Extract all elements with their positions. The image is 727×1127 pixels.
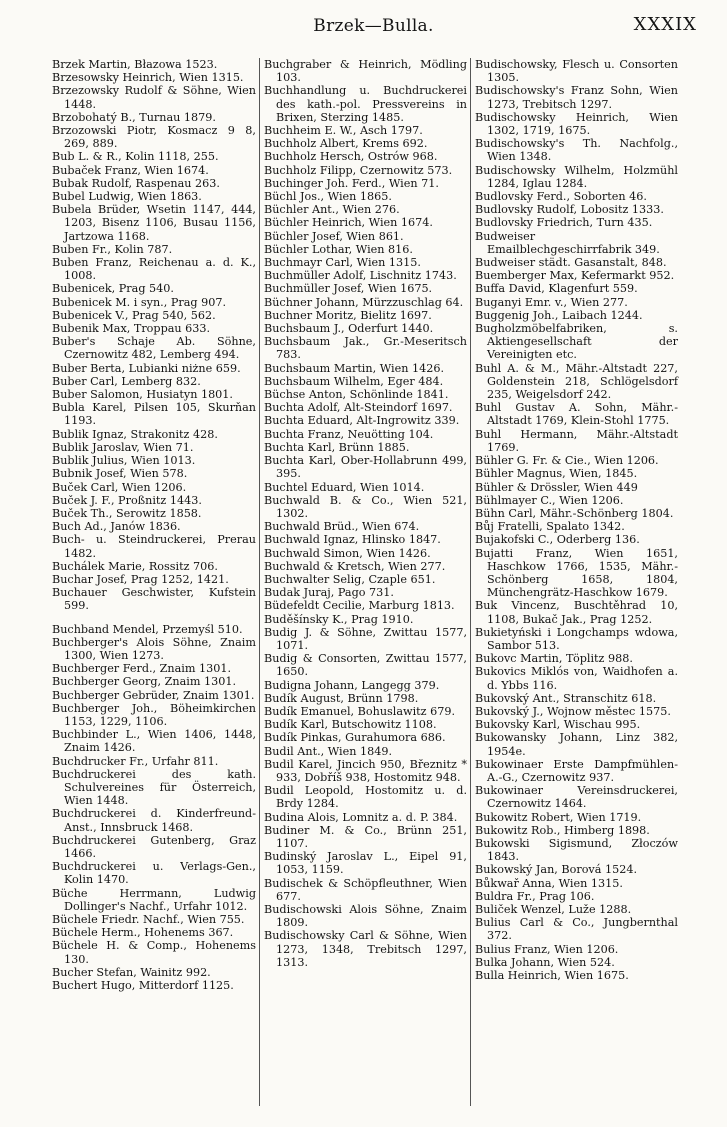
directory-entry: Büdefeldt Cecilie, Marburg 1813.: [264, 599, 455, 613]
directory-entry: Budlovsky Friedrich, Turn 435.: [475, 216, 653, 230]
directory-entry: Buldra Fr., Prag 106.: [475, 889, 595, 903]
directory-entry: Buchálek Marie, Rossitz 706.: [52, 559, 218, 573]
directory-entry: Buemberger Max, Kefermarkt 952.: [475, 269, 675, 283]
directory-entry: Buchdruckerei u. Verlags-Gen., Kolin 1470.: [52, 860, 256, 887]
directory-entry: Bukietyński i Longchamps wdowa, Sambor 513.: [475, 625, 678, 652]
directory-entry: Budiner M. & Co., Brünn 251, 1107.: [264, 823, 467, 850]
column-left: [48, 58, 259, 1106]
directory-entry: Buben Fr., Kolin 787.: [52, 242, 173, 256]
directory-entry: Budweiser Emailblechgeschirrfabrik 349.: [475, 229, 660, 256]
directory-entry: Buber Carl, Lemberg 832.: [52, 374, 201, 388]
directory-entry: Bubak Rudolf, Raspenau 263.: [52, 176, 220, 190]
page-title: Brzek—Bulla.: [313, 16, 434, 36]
directory-entry: Budil Karel, Jincich 950, Březnitz * 933, Dobříš 938, Hostomitz 948.: [264, 757, 467, 784]
directory-entry: Büchele H. & Comp., Hohenems 130.: [52, 939, 256, 966]
directory-entry: Budischek & Schöpfleuthner, Wien 677.: [264, 876, 467, 903]
directory-entry: Brzobohatý B., Turnau 1879.: [52, 110, 216, 124]
directory-entry: Bühler & Drössler, Wien 449: [475, 480, 638, 494]
directory-entry: Buchwalter Selig, Czaple 651.: [264, 572, 436, 586]
directory-entry: Buchwald Brüd., Wien 674.: [264, 520, 420, 534]
directory-entry: Buganyi Emr. v., Wien 277.: [475, 295, 628, 309]
directory-entry: Bugholzmöbelfabriken, s. Aktiengesellschaft der Vereinigten etc.: [475, 322, 678, 362]
directory-entry: Buchmayr Carl, Wien 1315.: [264, 256, 421, 270]
directory-entry: Buchberger Joh., Böheimkirchen 1153, 1229, 1106.: [52, 701, 256, 728]
directory-entry: Bulius Carl & Co., Jungbernthal 372.: [475, 916, 678, 943]
directory-entry: Buhl Gustav A. Sohn, Mähr.-Altstadt 1769, Klein-Stohl 1775.: [475, 401, 678, 428]
directory-entry: Buhl Hermann, Mähr.-Altstadt 1769.: [475, 427, 678, 454]
directory-entry: Buber's Schaje Ab. Söhne, Czernowitz 482, Lemberg 494.: [52, 335, 256, 362]
column-right: [470, 58, 681, 1106]
directory-entry: Büchele Friedr. Nachf., Wien 755.: [52, 913, 245, 926]
directory-entry: Budischowsky Carl & Söhne, Wien 1273, 1348, Trebitsch 1297, 1313.: [264, 929, 467, 969]
directory-entry: Büchler Josef, Wien 861.: [264, 229, 404, 243]
directory-entry: Buchsbaum Jak., Gr.-Meseritsch 783.: [264, 335, 467, 362]
directory-entry: Buhl A. & M., Mähr.-Altstadt 227, Goldenstein 218, Schlögelsdorf 235, Weigelsdorf 242.: [475, 361, 678, 402]
directory-entry: Bühler G. Fr. & Cie., Wien 1206.: [475, 454, 659, 468]
directory-entry: Bůj Fratelli, Spalato 1342.: [475, 520, 625, 534]
directory-entry: Bukovsky Karl, Wischau 995.: [475, 718, 641, 732]
directory-entry: Buchband Mendel, Przemyśl 510.: [52, 622, 243, 636]
directory-entry: Büche Herrmann, Ludwig Dollinger's Nachf., Urfahr 1012.: [52, 886, 256, 913]
directory-entry: Bubnik Josef, Wien 578.: [52, 467, 188, 481]
directory-entry: Bub L. & R., Kolin 1118, 255.: [52, 150, 219, 164]
directory-entry: Bukowský Jan, Borová 1524.: [475, 863, 638, 877]
directory-entry: Bulla Heinrich, Wien 1675.: [475, 969, 629, 983]
directory-entry: Buděšínsky K., Prag 1910.: [264, 612, 414, 626]
directory-entry: Bukovský Ant., Stranschitz 618.: [475, 691, 657, 705]
directory-entry: Budlovsky Rudolf, Lobositz 1333.: [475, 203, 664, 217]
directory-entry: Bukovc Martin, Töplitz 988.: [475, 652, 633, 666]
directory-entry: Buchberger Georg, Znaim 1301.: [52, 675, 237, 689]
directory-entry: Budík Karl, Butschowitz 1108.: [264, 718, 437, 732]
directory-entry: Brzezowsky Rudolf & Söhne, Wien 1448.: [52, 84, 256, 111]
directory-entry: Buchsbaum Martin, Wien 1426.: [264, 361, 444, 375]
directory-entry: Buchsbaum J., Oderfurt 1440.: [264, 322, 434, 336]
directory-entry: Buber Berta, Lubianki niżne 659.: [52, 361, 241, 375]
directory-entry: Buchar Josef, Prag 1252, 1421.: [52, 572, 229, 586]
directory-entry: Buk Vincenz, Buschtěhrad 10, 1108, Bukač Jak., Prag 1252.: [475, 599, 678, 626]
directory-entry: Buchholz Filipp, Czernowitz 573.: [264, 163, 453, 177]
directory-entry: Brzozowski Piotr, Kosmacz 9 8, 269, 889.: [52, 124, 256, 151]
directory-entry: Bubenicek V., Prag 540, 562.: [52, 308, 216, 322]
directory-entry: Budík August, Brünn 1798.: [264, 691, 419, 705]
directory-entry: Bühn Carl, Mähr.-Schönberg 1804.: [475, 506, 674, 520]
directory-entry: Budina Alois, Lomnitz a. d. P. 384.: [264, 810, 458, 824]
directory-entry: Budil Leopold, Hostomitz u. d. Brdy 1284.: [264, 784, 467, 811]
directory-entry: Budík Pinkas, Gurahumora 686.: [264, 731, 446, 745]
directory-entry: Buchner Moritz, Bielitz 1697.: [264, 308, 432, 322]
directory-entry: Buchwald Simon, Wien 1426.: [264, 546, 431, 560]
directory-entry: Bukowinaer Erste Dampfmühlen-A.-G., Czernowitz 937.: [475, 757, 678, 784]
directory-entry: Bulka Johann, Wien 524.: [475, 955, 615, 969]
directory-entry: Brzesowsky Heinrich, Wien 1315.: [52, 71, 244, 85]
directory-entry: Buchgraber & Heinrich, Mödling 103.: [264, 58, 467, 85]
directory-entry: Budischowsky's Th. Nachfolg., Wien 1348.: [475, 137, 678, 164]
directory-entry: Buchwald & Kretsch, Wien 277.: [264, 559, 446, 573]
directory-entry: Bůkwař Anna, Wien 1315.: [475, 876, 623, 890]
directory-entry: Budig J. & Söhne, Zwittau 1577, 1071.: [264, 625, 467, 652]
directory-entry: Budig & Consorten, Zwittau 1577, 1650.: [264, 652, 467, 679]
page-number: XXXIX: [633, 14, 697, 35]
directory-entry: Buchmüller Adolf, Lischnitz 1743.: [264, 269, 457, 283]
directory-entry: Buch- u. Steindruckerei, Prerau 1482.: [52, 533, 256, 560]
directory-entry: Buliček Wenzel, Luže 1288.: [475, 903, 632, 916]
directory-entry: Bublik Jaroslav, Wien 71.: [52, 440, 194, 454]
directory-entry: Büchele Herm., Hohenems 367.: [52, 926, 234, 940]
directory-entry: Buček Th., Serowitz 1858.: [52, 506, 202, 520]
directory-entry: Buchta Adolf, Alt-Steindorf 1697.: [264, 401, 453, 415]
directory-entry: Büchse Anton, Schönlinde 1841.: [264, 388, 449, 402]
directory-entry: Buchdrucker Fr., Urfahr 811.: [52, 754, 219, 768]
directory-entry: Bukovics Miklós von, Waidhofen a. d. Ybbs 116.: [475, 665, 678, 692]
directory-entry: Bühler Magnus, Wien, 1845.: [475, 467, 638, 481]
directory-entry: Buffa David, Klagenfurt 559.: [475, 282, 638, 296]
directory-entry: Bukowansky Johann, Linz 382, 1954e.: [475, 731, 678, 758]
directory-entry: Buchtel Eduard, Wien 1014.: [264, 480, 425, 494]
directory-entry: Bubenik Max, Troppau 633.: [52, 322, 211, 336]
directory-entry: Budinský Jaroslav L., Eipel 91, 1053, 1159.: [264, 850, 467, 877]
column-middle: [259, 58, 470, 1106]
directory-entry: Bühlmayer C., Wien 1206.: [475, 493, 624, 507]
directory-entry: Budischowski Alois Söhne, Znaim 1809.: [264, 903, 467, 930]
directory-entry: Bucher Stefan, Wainitz 992.: [52, 965, 211, 979]
directory-entry: Bukowitz Robert, Wien 1719.: [475, 810, 642, 824]
directory-entry: Buček J. F., Proßnitz 1443.: [52, 493, 202, 507]
directory-entry: Buchsbaum Wilhelm, Eger 484.: [264, 374, 444, 388]
directory-entry: Buber Salomon, Husiatyn 1801.: [52, 388, 233, 402]
directory-entry: Budischowsky, Flesch u. Consorten 1305.: [475, 58, 678, 85]
directory-entry: Bukowinaer Vereinsdruckerei, Czernowitz 1464.: [475, 784, 678, 811]
directory-entry: Buchhandlung u. Buchdruckerei des kath.-pol. Pressvereins in Brixen, Sterzing 1485.: [264, 84, 467, 124]
directory-entry: Büchler Heinrich, Wien 1674.: [264, 216, 433, 230]
directory-entry: Bujakofski C., Oderberg 136.: [475, 533, 640, 547]
directory-entry: Buchta Karl, Ober-Hollabrunn 499, 395.: [264, 454, 467, 481]
directory-entry: Budík Emanuel, Bohuslawitz 679.: [264, 704, 456, 718]
directory-entry: Buchbinder L., Wien 1406, 1448, Znaim 1426.: [52, 728, 256, 755]
directory-entry: Bubela Brüder, Wsetin 1147, 444, 1203, Bisenz 1106, Busau 1156, Jartzowa 1168.: [52, 203, 256, 243]
directory-entry: Buggenig Joh., Laibach 1244.: [475, 308, 643, 322]
directory-entry: Buchauer Geschwister, Kufstein 599.: [52, 586, 256, 613]
directory-entry: Budlovsky Ferd., Soborten 46.: [475, 190, 647, 204]
directory-entry: Bujatti Franz, Wien 1651, Haschkow 1766, 1535, Mähr.-Schönberg 1658, 1804, Münchengrätz-Haschkow 1679.: [475, 546, 678, 600]
directory-entry: Bubenicek, Prag 540.: [52, 282, 174, 296]
page-header: [50, 12, 697, 40]
directory-entry: Büchler Ant., Wien 276.: [264, 203, 400, 217]
directory-entry: Buchert Hugo, Mitterdorf 1125.: [52, 979, 234, 993]
directory-entry: Bukowski Sigismund, Złoczów 1843.: [475, 836, 678, 864]
directory-entry: Buchheim E. W., Asch 1797.: [264, 124, 423, 138]
directory-entry: Bubenicek M. i syn., Prag 907.: [52, 295, 227, 309]
directory-entry: Buchta Franz, Neuötting 104.: [264, 427, 434, 441]
directory-entry: Buchta Karl, Brünn 1885.: [264, 440, 410, 454]
directory-entry: Buben Franz, Reichenau a. d. K., 1008.: [52, 256, 256, 283]
directory-entry: Büchner Johann, Mürzzuschlag 64.: [264, 295, 464, 309]
directory-entry: Bublik Ignaz, Strakonitz 428.: [52, 427, 218, 441]
directory-entry: Buchberger's Alois Söhne, Znaim 1300, Wien 1273.: [52, 635, 256, 662]
directory-entry: Bukovský J., Wojnow městec 1575.: [475, 704, 671, 718]
directory-entry: Buchmüller Josef, Wien 1675.: [264, 282, 433, 296]
directory-entry: Brzek Martin, Błazowa 1523.: [52, 58, 218, 71]
directory-entry: Bulius Franz, Wien 1206.: [475, 942, 619, 956]
directory-entry: Buchholz Hersch, Ostrów 968.: [264, 150, 438, 164]
directory-entry: Buchwald Ignaz, Hlinsko 1847.: [264, 533, 441, 547]
directory-entry: Budigna Johann, Langegg 379.: [264, 678, 440, 692]
directory-entry: Buchdruckerei Gutenberg, Graz 1466.: [52, 833, 256, 860]
directory-entry: Budischowsky Wilhelm, Holzmühl 1284, Iglau 1284.: [475, 163, 678, 190]
directory-entry: Buch Ad., Janów 1836.: [52, 520, 181, 534]
directory-entry: Bublik Julius, Wien 1013.: [52, 454, 196, 468]
directory-entry: Buchta Eduard, Alt-Ingrowitz 339.: [264, 414, 460, 428]
directory-entry: Budischowsky Heinrich, Wien 1302, 1719, 1675.: [475, 110, 678, 138]
directory-entry: Bubla Karel, Pilsen 105, Skurňan 1193.: [52, 401, 256, 428]
directory-entry: Bukowitz Rob., Himberg 1898.: [475, 823, 650, 837]
directory-entry: Bubaček Franz, Wien 1674.: [52, 163, 209, 177]
directory-entry: Budweiser städt. Gasanstalt, 848.: [475, 256, 667, 270]
directory-entry: Budil Ant., Wien 1849.: [264, 744, 393, 758]
directory-entry: Buchberger Ferd., Znaim 1301.: [52, 662, 232, 676]
directory-columns: [48, 58, 682, 1106]
directory-entry: Buchinger Joh. Ferd., Wien 71.: [264, 176, 439, 190]
directory-entry: Büchl Jos., Wien 1865.: [264, 190, 392, 204]
directory-entry: Büchler Lothar, Wien 816.: [264, 242, 413, 256]
directory-entry: Bubel Ludwig, Wien 1863.: [52, 190, 202, 204]
directory-entry: Budischowsky's Franz Sohn, Wien 1273, Trebitsch 1297.: [475, 84, 678, 111]
directory-entry: Buchberger Gebrüder, Znaim 1301.: [52, 688, 255, 702]
directory-entry: Buchdruckerei d. Kinderfreund-Anst., Innsbruck 1468.: [52, 807, 256, 834]
directory-entry: Buchwald B. & Co., Wien 521, 1302.: [264, 493, 467, 520]
directory-entry: Buchdruckerei des kath. Schulvereines für Österreich, Wien 1448.: [52, 767, 256, 808]
directory-entry: Buček Carl, Wien 1206.: [52, 480, 187, 494]
directory-entry: Buchholz Albert, Krems 692.: [264, 137, 428, 151]
directory-entry: Budak Juraj, Pago 731.: [264, 586, 394, 600]
